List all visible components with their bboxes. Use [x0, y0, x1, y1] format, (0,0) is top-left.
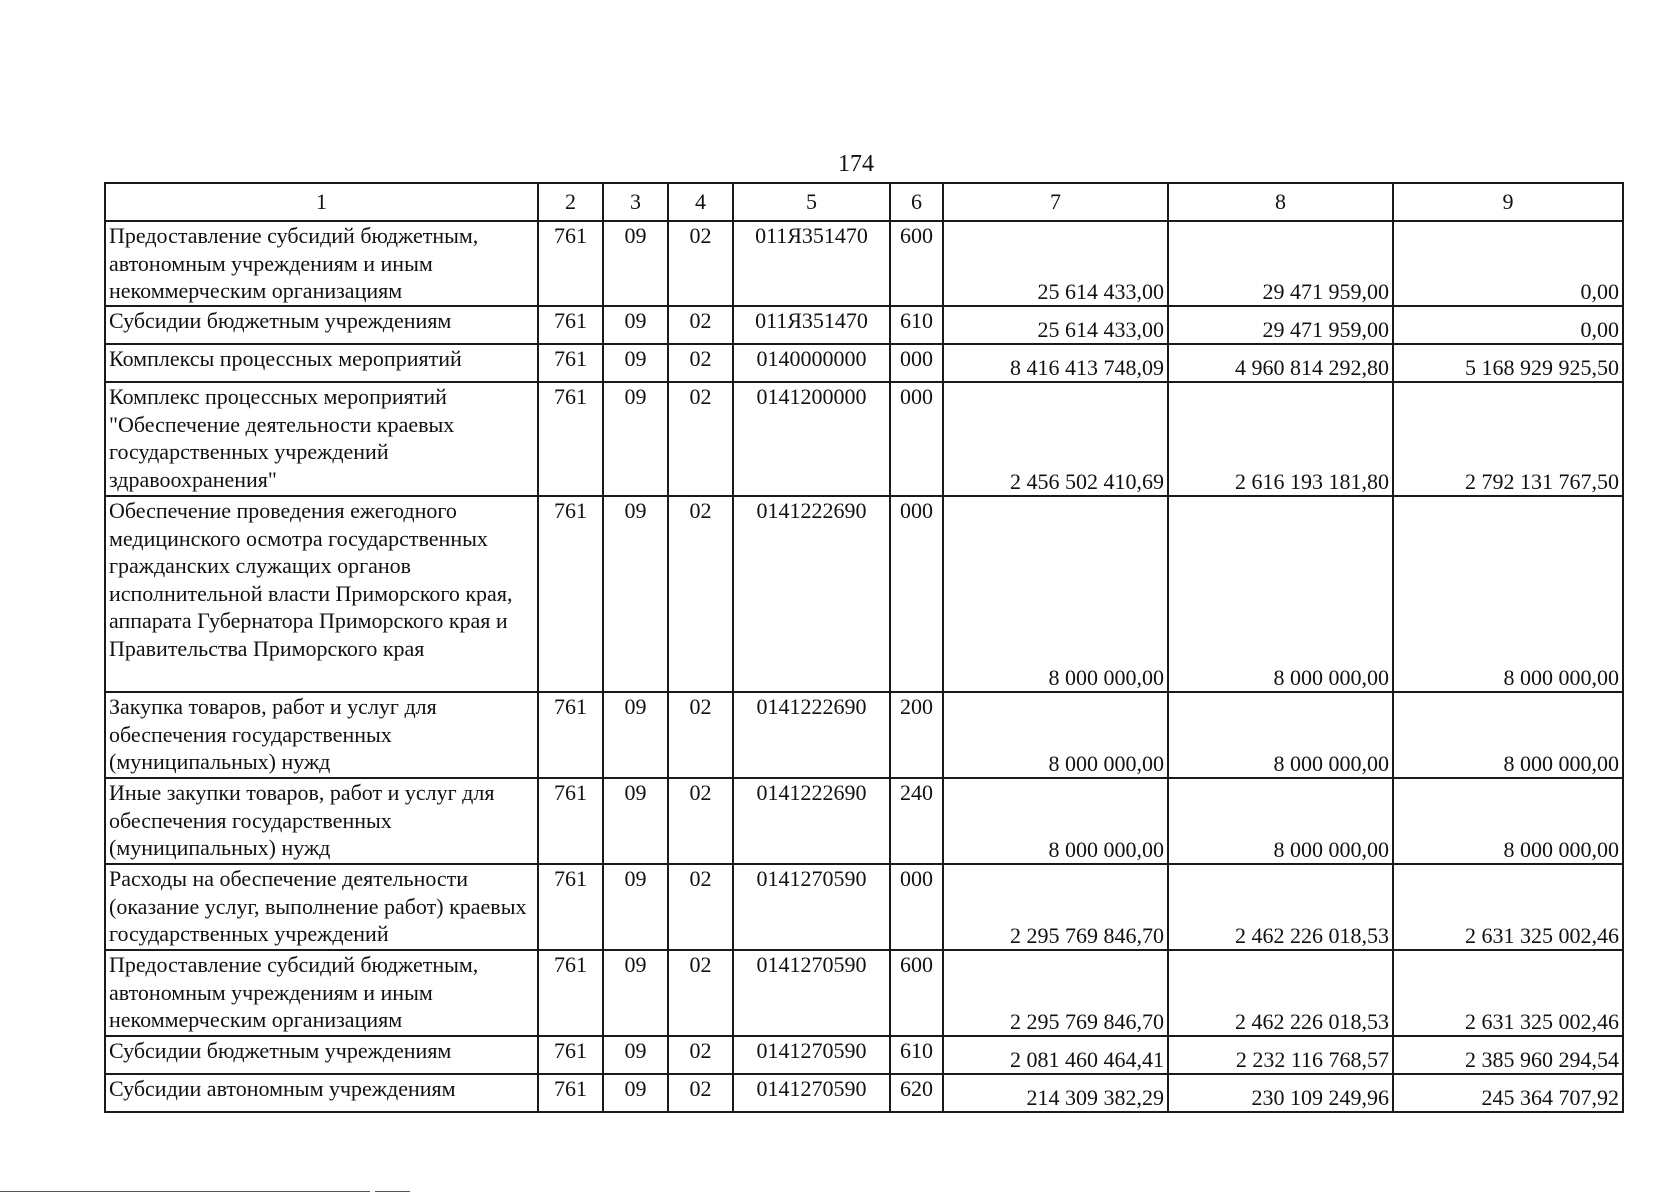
table-body: [105, 183, 1623, 1112]
row-amount-col8: 2 232 116 768,57: [1168, 1036, 1393, 1074]
table-row: [105, 692, 1623, 778]
row-amount-col8: 2 462 226 018,53: [1168, 950, 1393, 1036]
row-code-col2: 761: [538, 382, 603, 496]
row-code-col4: 02: [668, 778, 733, 864]
column-header: 6: [890, 183, 943, 221]
row-code-col3: 09: [603, 778, 668, 864]
row-amount-col8: 2 616 193 181,80: [1168, 382, 1393, 496]
table-row: [105, 1074, 1623, 1112]
row-amount-col8: 8 000 000,00: [1168, 778, 1393, 864]
column-header: 3: [603, 183, 668, 221]
row-code-col2: 761: [538, 1074, 603, 1112]
row-code-col3: 09: [603, 221, 668, 306]
row-code-col6: 610: [890, 1036, 943, 1074]
row-code-col2: 761: [538, 221, 603, 306]
row-code-col6: 620: [890, 1074, 943, 1112]
row-code-col4: 02: [668, 344, 733, 382]
row-name: Предоставление субсидий бюджетным, автономным учреждениям и иным некоммерческим организациям: [105, 221, 538, 306]
row-code-col5: 0141200000: [733, 382, 890, 496]
row-code-col5: 0141270590: [733, 1074, 890, 1112]
row-amount-col7: 2 295 769 846,70: [943, 950, 1168, 1036]
row-amount-col8: 29 471 959,00: [1168, 221, 1393, 306]
row-code-col2: 761: [538, 692, 603, 778]
row-code-col3: 09: [603, 306, 668, 344]
table-row: [105, 950, 1623, 1036]
row-amount-col8: 4 960 814 292,80: [1168, 344, 1393, 382]
column-header: 7: [943, 183, 1168, 221]
row-amount-col9: 2 631 325 002,46: [1393, 950, 1623, 1036]
row-code-col4: 02: [668, 382, 733, 496]
row-code-col5: 011Я351470: [733, 306, 890, 344]
row-name: Обеспечение проведения ежегодного медицинского осмотра государственных гражданских служащих органов исполнительной власти Приморского края, аппарата Губернатора Приморского края и Правительства Приморского края: [105, 496, 538, 692]
row-name: Субсидии автономным учреждениям: [105, 1074, 538, 1112]
budget-table: [104, 182, 1624, 1113]
row-amount-col7: 25 614 433,00: [943, 221, 1168, 306]
row-amount-col8: 230 109 249,96: [1168, 1074, 1393, 1112]
column-header: 4: [668, 183, 733, 221]
row-code-col2: 761: [538, 306, 603, 344]
row-amount-col8: 2 462 226 018,53: [1168, 864, 1393, 950]
table-header-row: [105, 183, 1623, 221]
row-amount-col7: 2 081 460 464,41: [943, 1036, 1168, 1074]
row-name: Расходы на обеспечение деятельности (оказание услуг, выполнение работ) краевых государственных учреждений: [105, 864, 538, 950]
row-code-col5: 0141222690: [733, 692, 890, 778]
row-amount-col7: 8 000 000,00: [943, 692, 1168, 778]
row-code-col6: 600: [890, 221, 943, 306]
row-name: Субсидии бюджетным учреждениям: [105, 306, 538, 344]
table-row: [105, 306, 1623, 344]
row-code-col5: 0140000000: [733, 344, 890, 382]
row-code-col5: 0141270590: [733, 1036, 890, 1074]
row-code-col6: 610: [890, 306, 943, 344]
row-code-col5: 0141270590: [733, 950, 890, 1036]
row-code-col5: 0141222690: [733, 496, 890, 692]
row-name: Субсидии бюджетным учреждениям: [105, 1036, 538, 1074]
row-amount-col9: 0,00: [1393, 221, 1623, 306]
row-code-col2: 761: [538, 1036, 603, 1074]
row-code-col3: 09: [603, 382, 668, 496]
page-number: 174: [838, 151, 874, 177]
row-code-col2: 761: [538, 496, 603, 692]
row-amount-col8: 8 000 000,00: [1168, 692, 1393, 778]
column-header: 9: [1393, 183, 1623, 221]
row-amount-col9: 0,00: [1393, 306, 1623, 344]
row-name: Иные закупки товаров, работ и услуг для обеспечения государственных (муниципальных) нужд: [105, 778, 538, 864]
footer-rule-right: [375, 1191, 410, 1192]
row-code-col6: 600: [890, 950, 943, 1036]
row-amount-col7: 8 000 000,00: [943, 778, 1168, 864]
table-row: [105, 778, 1623, 864]
column-header: 8: [1168, 183, 1393, 221]
row-code-col3: 09: [603, 1074, 668, 1112]
row-code-col4: 02: [668, 950, 733, 1036]
row-amount-col8: 29 471 959,00: [1168, 306, 1393, 344]
row-code-col2: 761: [538, 344, 603, 382]
table-row: [105, 496, 1623, 692]
row-code-col5: 0141222690: [733, 778, 890, 864]
row-code-col5: 0141270590: [733, 864, 890, 950]
row-amount-col9: 2 631 325 002,46: [1393, 864, 1623, 950]
row-code-col6: 000: [890, 496, 943, 692]
row-code-col3: 09: [603, 1036, 668, 1074]
table-row: [105, 221, 1623, 306]
row-code-col3: 09: [603, 496, 668, 692]
row-code-col2: 761: [538, 778, 603, 864]
row-amount-col9: 8 000 000,00: [1393, 692, 1623, 778]
column-header: 2: [538, 183, 603, 221]
row-code-col3: 09: [603, 692, 668, 778]
row-code-col2: 761: [538, 864, 603, 950]
row-name: Комплекс процессных мероприятий "Обеспечение деятельности краевых государственных учреждений здравоохранения": [105, 382, 538, 496]
row-code-col3: 09: [603, 950, 668, 1036]
row-amount-col7: 2 295 769 846,70: [943, 864, 1168, 950]
row-code-col3: 09: [603, 344, 668, 382]
row-code-col4: 02: [668, 306, 733, 344]
row-amount-col9: 5 168 929 925,50: [1393, 344, 1623, 382]
row-code-col4: 02: [668, 496, 733, 692]
row-amount-col7: 214 309 382,29: [943, 1074, 1168, 1112]
row-amount-col7: 8 000 000,00: [943, 496, 1168, 692]
row-code-col6: 000: [890, 344, 943, 382]
row-name: Комплексы процессных мероприятий: [105, 344, 538, 382]
column-header: 1: [105, 183, 538, 221]
row-amount-col7: 2 456 502 410,69: [943, 382, 1168, 496]
row-code-col4: 02: [668, 864, 733, 950]
row-amount-col9: 8 000 000,00: [1393, 778, 1623, 864]
row-amount-col9: 2 385 960 294,54: [1393, 1036, 1623, 1074]
row-name: Закупка товаров, работ и услуг для обеспечения государственных (муниципальных) нужд: [105, 692, 538, 778]
table-row: [105, 344, 1623, 382]
table-row: [105, 864, 1623, 950]
row-name: Предоставление субсидий бюджетным, автономным учреждениям и иным некоммерческим организациям: [105, 950, 538, 1036]
row-code-col4: 02: [668, 1036, 733, 1074]
row-amount-col9: 245 364 707,92: [1393, 1074, 1623, 1112]
row-code-col4: 02: [668, 1074, 733, 1112]
row-code-col4: 02: [668, 692, 733, 778]
row-code-col2: 761: [538, 950, 603, 1036]
row-amount-col7: 8 416 413 748,09: [943, 344, 1168, 382]
table-row: [105, 382, 1623, 496]
table-row: [105, 1036, 1623, 1074]
row-amount-col9: 2 792 131 767,50: [1393, 382, 1623, 496]
column-header: 5: [733, 183, 890, 221]
row-amount-col7: 25 614 433,00: [943, 306, 1168, 344]
row-code-col6: 200: [890, 692, 943, 778]
row-code-col6: 000: [890, 382, 943, 496]
row-amount-col8: 8 000 000,00: [1168, 496, 1393, 692]
row-code-col4: 02: [668, 221, 733, 306]
row-code-col6: 240: [890, 778, 943, 864]
row-amount-col9: 8 000 000,00: [1393, 496, 1623, 692]
footer-rule-left: [0, 1191, 370, 1192]
row-code-col6: 000: [890, 864, 943, 950]
row-code-col5: 011Я351470: [733, 221, 890, 306]
row-code-col3: 09: [603, 864, 668, 950]
